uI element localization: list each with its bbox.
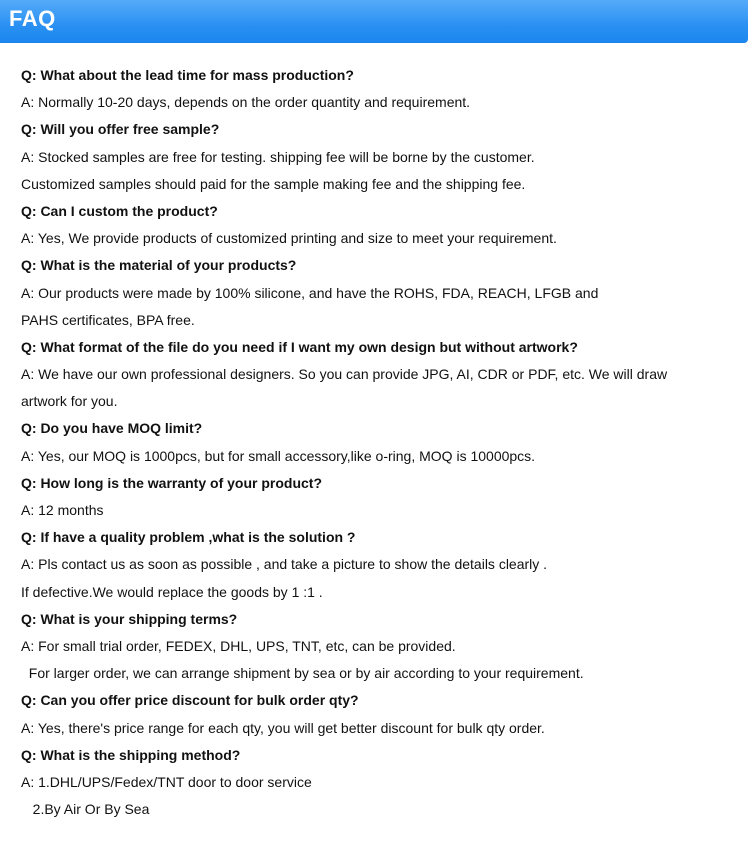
- faq-question: Q: What format of the file do you need if I want my own design but without artwork?: [21, 338, 578, 355]
- faq-answer: A: Yes, our MOQ is 1000pcs, but for small accessory,like o-ring, MOQ is 10000pcs.: [21, 447, 536, 464]
- page-title: FAQ: [9, 6, 56, 31]
- faq-question: Q: How long is the warranty of your product?: [21, 474, 323, 491]
- faq-answer: 2.By Air Or By Sea: [21, 801, 150, 818]
- faq-answer: A: Stocked samples are free for testing. shipping fee will be borne by the customer.: [21, 148, 535, 165]
- faq-question: Q: If have a quality problem ,what is the solution ?: [21, 529, 356, 546]
- faq-answer: Customized samples should paid for the sample making fee and the shipping fee.: [21, 175, 526, 192]
- faq-question: Q: What is the material of your products?: [21, 257, 297, 274]
- faq-answer: For larger order, we can arrange shipment by sea or by air according to your requirement.: [21, 665, 584, 682]
- faq-answer: A: 12 months: [21, 502, 104, 518]
- faq-answer: A: Normally 10-20 days, depends on the order quantity and requirement.: [21, 94, 471, 111]
- faq-list: [21, 64, 741, 825]
- faq-answer: A: We have our own professional designers. So you can provide JPG, AI, CDR or PDF, etc. We will draw: [21, 366, 668, 383]
- faq-answer: PAHS certificates, BPA free.: [21, 311, 195, 328]
- faq-answer: artwork for you.: [21, 393, 118, 410]
- faq-question: Q: Can I custom the product?: [21, 202, 218, 219]
- faq-question: Q: What is your shipping terms?: [21, 610, 238, 627]
- faq-answer: A: Pls contact us as soon as possible , and take a picture to show the details clearly .: [21, 556, 548, 573]
- faq-question: Q: Do you have MOQ limit?: [21, 420, 203, 437]
- faq-header: [0, 0, 748, 43]
- faq-answer: A: Yes, there's price range for each qty, you will get better discount for bulk qty order.: [21, 719, 545, 736]
- faq-question: Q: Can you offer price discount for bulk order qty?: [21, 692, 359, 709]
- faq-question: Q: What is the shipping method?: [21, 746, 241, 763]
- faq-answer: A: Our products were made by 100% silicone, and have the ROHS, FDA, REACH, LFGB and: [21, 284, 599, 301]
- faq-answer: A: 1.DHL/UPS/Fedex/TNT door to door service: [21, 773, 312, 790]
- faq-answer: A: Yes, We provide products of customized printing and size to meet your requirement.: [21, 230, 557, 247]
- faq-answer: If defective.We would replace the goods by 1 :1 .: [21, 583, 323, 600]
- faq-answer: A: For small trial order, FEDEX, DHL, UPS, TNT, etc, can be provided.: [21, 637, 456, 654]
- faq-question: Q: Will you offer free sample?: [21, 121, 220, 138]
- faq-question: Q: What about the lead time for mass production?: [21, 67, 354, 83]
